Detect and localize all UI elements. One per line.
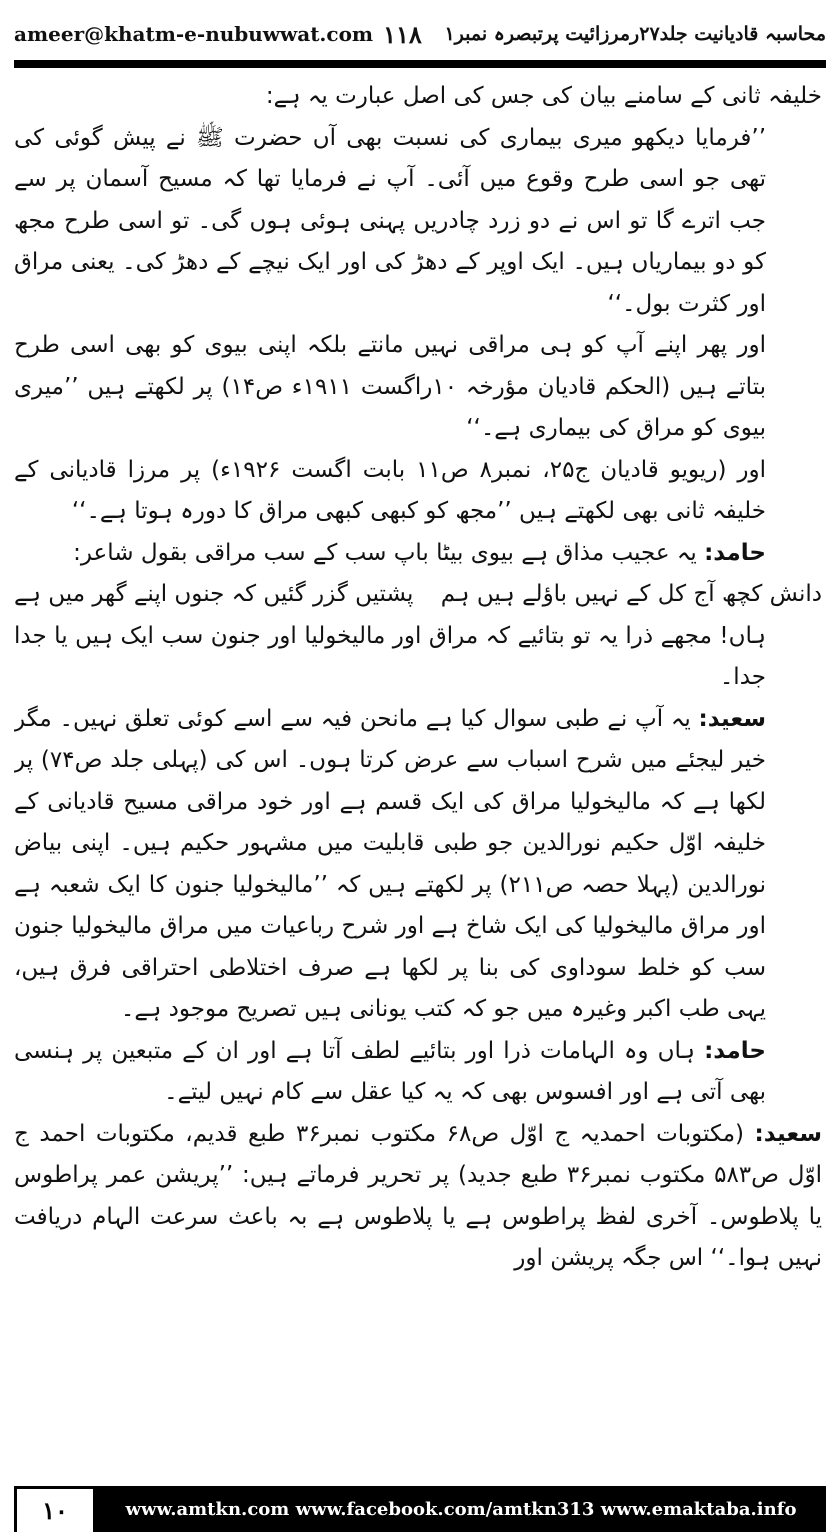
paragraph-text: ہاں وہ الہامات ذرا اور بتائیے لطف آتا ہے اور ان کے متبعین پر ہنسی بھی آتی ہے اور افسوس بھی کہ یہ کیا عقل سے کام نہیں لیتے۔ [14,1037,766,1105]
paragraph-hamid-1 [14,533,822,575]
page-header [14,14,826,54]
paragraph-saeed-2 [14,1114,822,1280]
paragraph-review: اور (ریویو قادیان ج۲۵، نمبر۸ ص۱۱ بابت اگست ۱۹۲۶ء) پر مرزا قادیانی کے خلیفہ ثانی بھی لکھتے ہیں ’’مجھ کو کبھی کبھی مراق کا دورہ ہوتا ہے۔‘‘ [14,456,766,524]
paragraph-text: (مکتوبات احمدیہ ج اوّل ص۶۸ مکتوب نمبر۳۶ طبع قدیم، مکتوبات احمد ج اوّل ص۵۸۳ مکتوب نمبر۳۶ طبع جدید) پر تحریر فرماتے ہیں: ’’پریشن عمر پراطوس یا پلاطوس۔ آخری لفظ پراطوس ہے یا پلاطوس ہے بہ باعث سرعت الہام دریافت نہیں ہوا۔‘‘ اس جگہ پریشن اور [14,1120,822,1271]
header-page-number: ۱۱۸ [383,19,422,49]
paragraph-question: ہاں! مجھے ذرا یہ تو بتائیے کہ مراق اور مالیخولیا اور جنون سب ایک ہیں یا جدا جدا۔ [14,622,766,690]
paragraph-intro: خلیفہ ثانی کے سامنے بیان کی جس کی اصل عبارت یہ ہے: [265,83,822,109]
speaker-label: سعید: [754,1120,822,1147]
paragraph-text: یہ آپ نے طبی سوال کیا ہے مانحن فیہ سے اسے کوئی تعلق نہیں۔ مگر خیر لیجئے میں شرح اسباب سے عرض کرتا ہوں۔ اس کی (پہلی جلد ص۷۴) پر لکھا ہے کہ مالیخولیا مراق کی ایک قسم ہے اور خود مراقی مسیح قادیانی کے خلیفہ اوّل حکیم نورالدین جو طبی قابلیت میں مشہور حکیم ہیں۔ اپنی بیاض نورالدین (پہلا حصہ ص۲۱۱) پر لکھتے ہیں کہ ’’مالیخولیا جنون کا ایک شعبہ ہے اور مراق مالیخولیا کی ایک شاخ ہے اور شرح رباعیات میں مراق مالیخولیا جنون سب کو خلط سوداوی کی بنا پر لکھا ہے صرف اختلاطی احتراقی فرق ہیں، یہی طب اکبر وغیرہ میں جو کہ کتب یونانی ہیں تصریح موجود ہے۔ [14,705,767,1022]
footer-links[interactable]: www.amtkn.com www.facebook.com/amtkn313 www.emaktaba.info [125,1498,797,1520]
paragraph-wife: اور پھر اپنے آپ کو ہی مراقی نہیں مانتے بلکہ اپنی بیوی کو بھی اسی طرح بتاتے ہیں (الحکم قادیان مؤرخہ ۱۰راگست ۱۹۱۱ء ص۱۴) پر لکھتے ہیں ’’میری بیوی کو مراق کی بیماری ہے۔‘‘ [14,332,766,441]
page-footer [14,1486,826,1532]
header-email[interactable]: ameer@khatm-e-nubuwwat.com [14,22,374,46]
header-rule [14,60,826,68]
speaker-label: سعید: [698,705,766,732]
verse-first-half: دانش کچھ آج کل کے نہیں باؤلے ہیں ہم [440,581,822,607]
header-title: محاسبہ قادیانیت جلد۲۷رمرزائیت پرتبصرہ نمبر۱ [444,23,826,45]
paragraph-text: یہ عجیب مذاق ہے بیوی بیٹا باپ سب کے سب مراقی بقول شاعر: [73,539,697,566]
verse-second-half: پشتیں گزر گئیں کہ جنوں اپنے گھر میں ہے [14,581,414,607]
page-body [14,76,822,1464]
paragraph-saeed-1 [14,699,822,1031]
poetry-verse [14,574,822,616]
paragraph-hamid-2 [14,1031,822,1114]
speaker-label: حامد: [704,1037,766,1064]
paragraph-quote: ’’فرمایا دیکھو میری بیماری کی نسبت بھی آں حضرت ﷺ نے پیش گوئی کی تھی جو اسی طرح وقوع میں آئی۔ آپ نے فرمایا تھا کہ مسیح آسمان پر سے جب اترے گا تو اس نے دو زرد چادریں پہنی ہوئی ہوں گی۔ تو اسی طرح مجھ کو دو بیماریاں ہیں۔ ایک اوپر کے دھڑ کی اور ایک نیچے کے دھڑ کی۔ یعنی مراق اور کثرت بول۔‘‘ [14,124,766,317]
footer-page-number: ۱۰ [14,1486,96,1532]
speaker-label: حامد: [704,539,766,566]
